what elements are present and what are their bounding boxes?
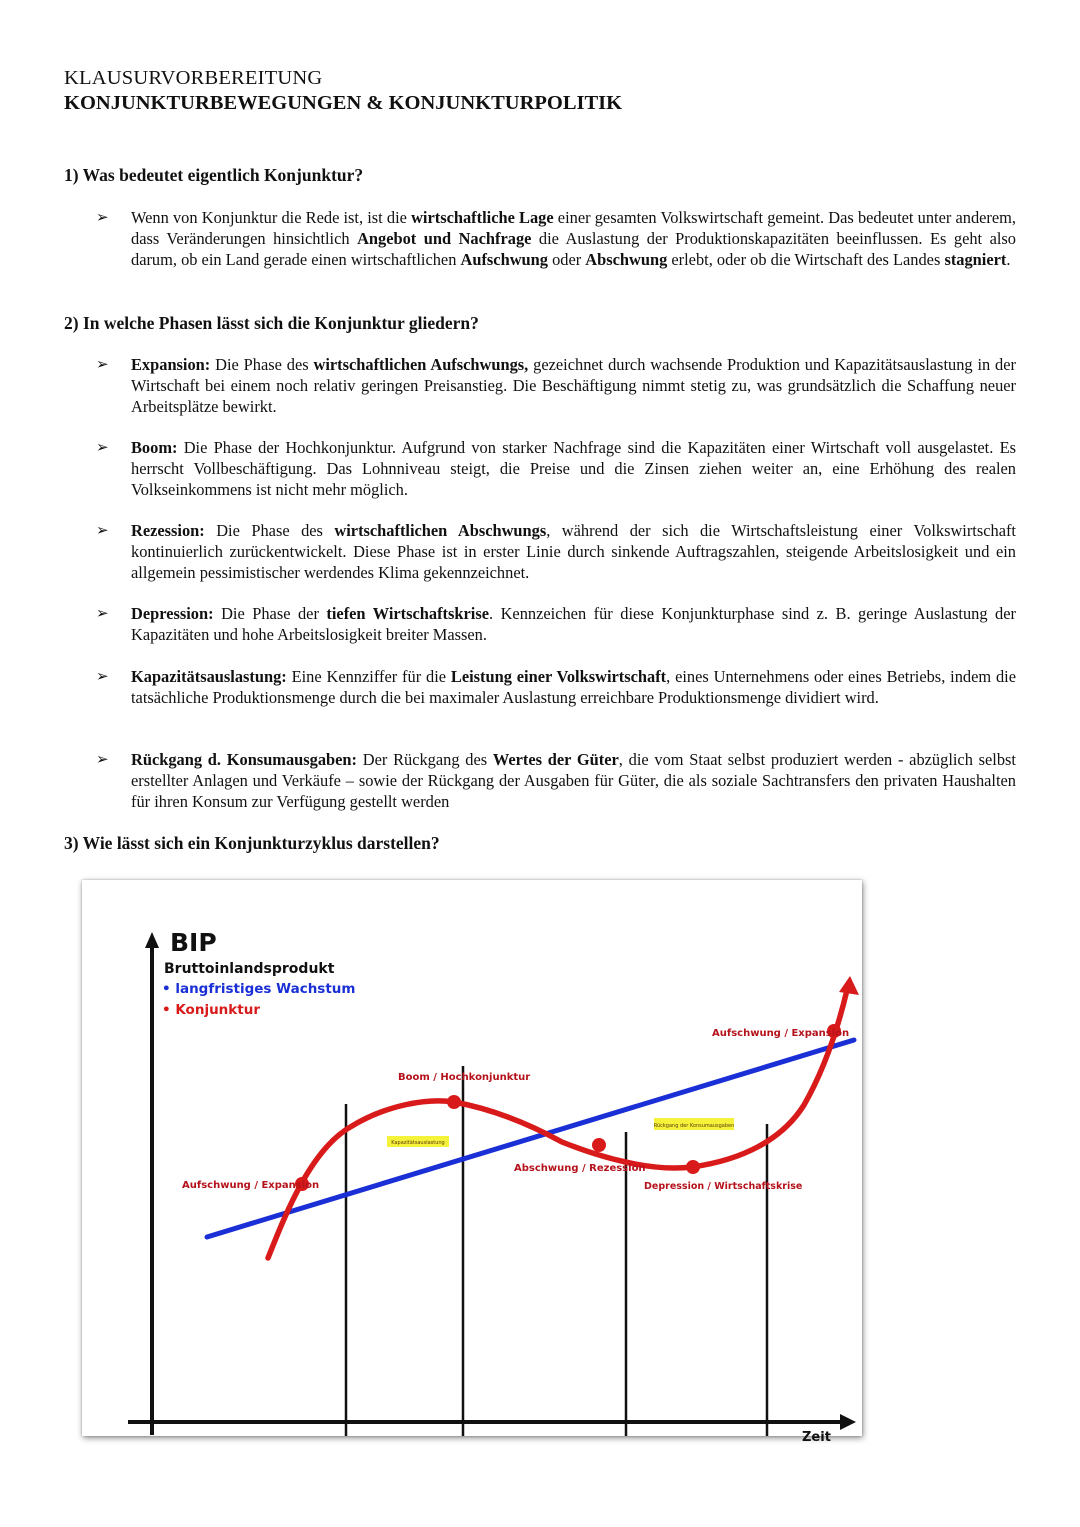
text-segment: gezeichnet durch wachsende Produktion und Kapazitätsauslastung in der Wirtschaft bei einem noch relativ geringen Preisanstieg. Die Beschäftigung nimmt stetig zu, was grundsätzlich die Schaffung neuer Arbeitsplätze bewirkt.: [131, 355, 1016, 416]
bold-text: Rezession:: [131, 521, 205, 540]
text-segment: die Auslastung der Produktionskapazitäten beeinflussen. Es geht also darum, ob ein Land gerade einen wirtschaftlichen: [131, 229, 1016, 269]
question-3: 3) Wie lässt sich ein Konjunkturzyklus darstellen?: [64, 833, 440, 853]
text-segment: Der Rückgang des: [357, 750, 493, 769]
bold-text: wirtschaftlichen Abschwungs: [334, 521, 547, 540]
text-segment: Die Phase des: [204, 521, 335, 540]
list-item: [96, 437, 1016, 500]
business-cycle-diagram: [82, 880, 862, 1445]
bullet-arrow-icon: ➢: [96, 750, 109, 768]
bold-text: tiefen Wirtschaftskrise: [326, 604, 489, 623]
text-segment: . Kennzeichen für diese Konjunkturphase sind z. B. geringe Auslastung der Kapazitäten und hohe Arbeitslosigkeit breiter Massen.: [131, 604, 1016, 644]
trend-line: [207, 1040, 854, 1237]
label-boom: Boom / Hochkonjunktur: [398, 1072, 531, 1083]
bold-text: Depression:: [131, 604, 214, 623]
label-konsum: Rückgang der Konsumausgaben: [653, 1123, 735, 1129]
cycle-point: [592, 1138, 606, 1152]
header-title-line2: KONJUNKTURBEWEGUNGEN & KONJUNKTURPOLITIK: [64, 92, 623, 114]
text-segment: , eines Unternehmens oder eines Betriebs, indem die tatsächliche Produktionsmenge durch die bei maximaler Auslastung erreichbare Produktionsmenge dividiert wird.: [131, 667, 1016, 707]
bold-text: Angebot und Nachfrage: [357, 229, 532, 248]
text-segment: Eine Kennziffer für die: [286, 667, 451, 686]
x-axis-label: Zeit: [802, 1430, 831, 1445]
text-segment: .: [1006, 250, 1011, 269]
legend-item-trend: • langfristiges Wachstum: [162, 981, 356, 997]
header-title-line1: KLAUSURVORBEREITUNG: [64, 67, 323, 89]
text-segment: erlebt, oder ob die Wirtschaft des Landes: [667, 250, 945, 269]
bold-text: wirtschaftliche Lage: [411, 208, 554, 227]
question-1: 1) Was bedeutet eigentlich Konjunktur?: [64, 165, 364, 185]
text-segment: , während der sich die Wirtschaftsleistung einer Volkswirtschaft kontinuierlich zurückentwickelt. Diese Phase ist in erster Linie durch sinkende Auftragszahlen, steigende Arbeitslosigkeit und ein allgemein pessimistischer werdendes Klima gekennzeichnet.: [131, 521, 1016, 582]
item-text-konsum: [131, 749, 1016, 812]
list-item: [96, 666, 1016, 708]
item-text-rezession: [131, 520, 1016, 583]
bold-text: Kapazitätsauslastung:: [131, 667, 287, 686]
bold-text: stagniert: [944, 250, 1007, 269]
text-segment: Die Phase der Hochkonjunktur. Aufgrund von starker Nachfrage sind die Kapazitäten einer Wirtschaft voll ausgelastet. Es herrscht Vollbeschäftigung. Das Lohnniveau steigt, die Preise und die Zinsen ziehen weiter an, eine Erhöhung des realen Volkseinkommens ist nicht mehr möglich.: [131, 438, 1016, 499]
cycle-point: [686, 1160, 700, 1174]
x-axis-arrow-icon: [840, 1414, 856, 1430]
label-depression: Depression / Wirtschaftskrise: [644, 1181, 803, 1192]
text-segment: einer gesamten Volkswirtschaft gemeint. Das bedeutet unter anderem, dass Veränderungen hinsichtlich: [131, 208, 1016, 248]
bullet-arrow-icon: ➢: [96, 604, 109, 622]
legend-item-cycle: • Konjunktur: [162, 1002, 260, 1018]
bullet-arrow-icon: ➢: [96, 438, 109, 456]
text-segment: Wenn von Konjunktur die Rede ist, ist die: [131, 208, 412, 227]
text-segment: oder: [547, 250, 586, 269]
bold-text: Rückgang d. Konsumausgaben:: [131, 750, 358, 769]
list-item: [96, 603, 1016, 645]
list-item: [96, 207, 1016, 270]
bullet-arrow-icon: ➢: [96, 208, 109, 226]
question-2: 2) In welche Phasen lässt sich die Konjunktur gliedern?: [64, 313, 479, 333]
y-axis-title: BIP: [170, 928, 217, 957]
list-item: [96, 354, 1016, 417]
text-segment: Die Phase der: [213, 604, 327, 623]
text-segment: Die Phase des: [210, 355, 314, 374]
bold-text: Abschwung: [585, 250, 668, 269]
label-kapazitaet: Kapazitätsauslastung: [391, 1140, 445, 1146]
list-item: [96, 520, 1016, 583]
bullet-arrow-icon: ➢: [96, 521, 109, 539]
label-abschwung: Abschwung / Rezession: [514, 1163, 646, 1174]
text-segment: , die vom Staat selbst produziert werden - abzüglich selbst erstellter Anlagen und Verkäufe – sowie der Rückgang der Ausgaben für Güter, die als soziale Sachtransfers den privaten Haushalten für ihren Konsum zur Verfügung gestellt werden: [131, 750, 1016, 811]
bold-text: wirtschaftlichen Aufschwungs,: [313, 355, 529, 374]
item-text-boom: [131, 437, 1016, 500]
y-axis-arrow-icon: [145, 932, 159, 948]
bullet-arrow-icon: ➢: [96, 667, 109, 685]
bold-text: Expansion:: [131, 355, 211, 374]
document-header: [64, 66, 622, 116]
legend-title: Bruttoinlandsprodukt: [164, 961, 335, 977]
diagram-svg: [82, 880, 862, 1445]
item-text-depression: [131, 603, 1016, 645]
bullet-arrow-icon: ➢: [96, 355, 109, 373]
item-text-expansion: [131, 354, 1016, 417]
label-aufschwung-2: Aufschwung / Expansion: [712, 1028, 850, 1039]
label-aufschwung-1: Aufschwung / Expansion: [182, 1180, 320, 1191]
cycle-arrow-icon: [839, 976, 859, 995]
cycle-point: [447, 1095, 461, 1109]
bold-text: Aufschwung: [460, 250, 548, 269]
bold-text: Boom:: [131, 438, 178, 457]
bold-text: Leistung einer Volkswirtschaft: [450, 667, 667, 686]
item-text-kapazitaet: [131, 666, 1016, 708]
item-text: [131, 207, 1016, 270]
list-item: [96, 749, 1016, 812]
bold-text: Wertes der Güter: [492, 750, 619, 769]
